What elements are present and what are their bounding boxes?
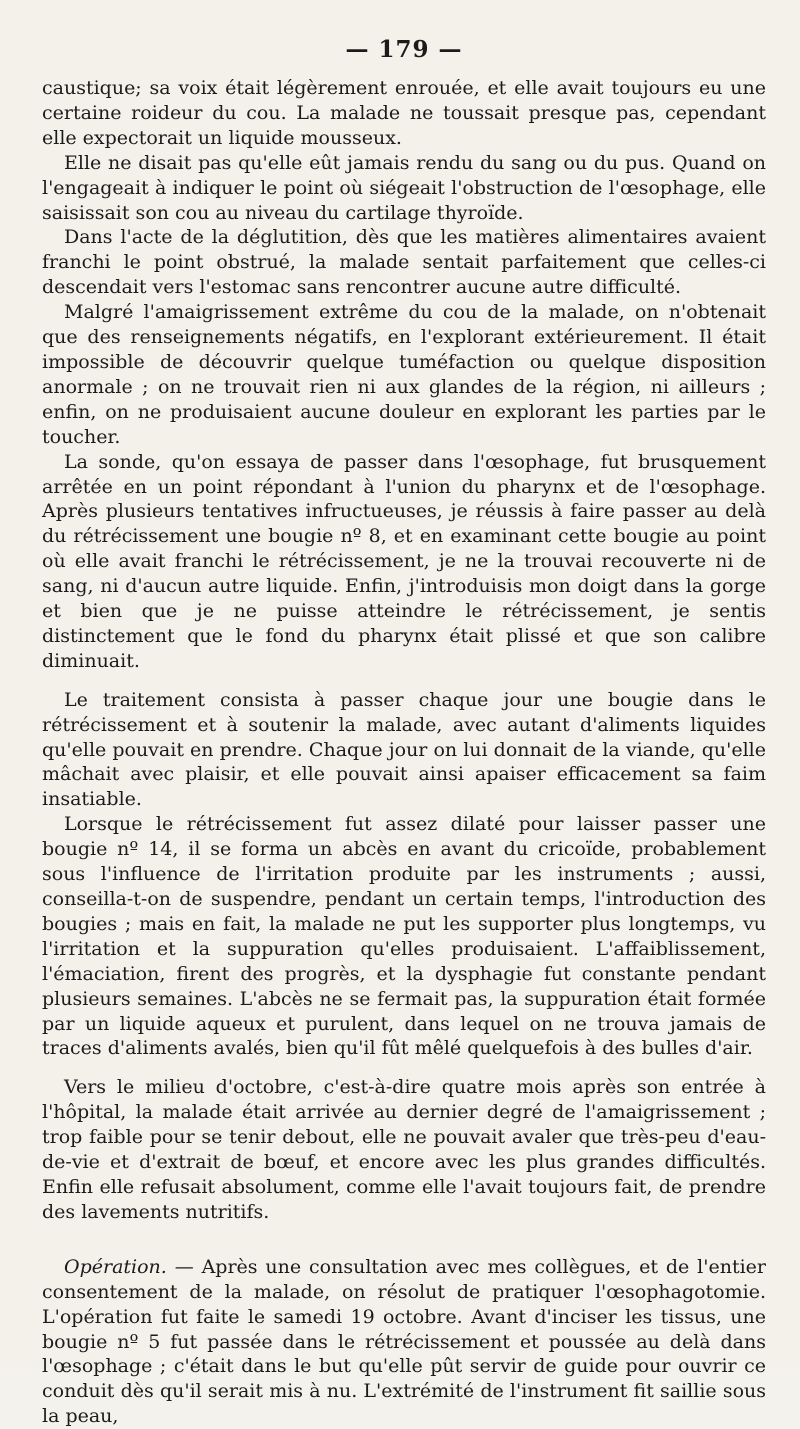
paragraph-october: Vers le milieu d'octobre, c'est-à-dire quatre mois après son entrée à l'hôpital, la malade était arrivée au dernier degré de l'amaigrissement ; trop faible pour se tenir debout, elle ne pouvait avaler que très-peu d'eau-de-vie et d'extrait de bœuf, et encore avec les plus grandes difficultés. Enfin elle refusait absolument, comme elle l'avait toujours fait, de prendre des lavements nutritifs. (42, 1076, 766, 1223)
paragraph-continuation: caustique; sa voix était légèrement enrouée, et elle avait toujours eu une certaine roideur du cou. La malade ne toussait presque pas, cependant elle expectorait un liquide mousseux. (42, 77, 766, 149)
operation-text: — Après une consultation avec mes collègues, et de l'entier consentement de la malade, on résolut de pratiquer l'œsophagotomie. L'opération fut faite le samedi 19 octobre. Avant d'inciser les tissus, une bougie nº 5 fut passée dans le rétrécissement et poussée au delà dans l'œsophage ; c'était dans le but qu'elle pût servir de guide pour ouvrir ce conduit dès qu'il serait mis à nu. L'extrémité de l'instrument fit saillie sous la peau, (42, 1255, 766, 1428)
paragraph-treatment: Le traitement consista à passer chaque jour une bougie dans le rétrécissement et à soutenir la malade, avec autant d'aliments liquides qu'elle pouvait en prendre. Chaque jour on lui donnait de la viande, qu'elle mâchait avec plaisir, et elle pouvait ainsi apaiser efficacement sa faim insatiable. (42, 688, 766, 811)
paragraph-abscess: Lorsque le rétrécissement fut assez dilaté pour laisser passer une bougie nº 14, il se forma un abcès en avant du cricoïde, probablement sous l'influence de l'irritation produite par les instruments ; aussi, conseilla-t-on de suspendre, pendant un certain temps, l'introduction des bougies ; mais en fait, la malade ne put les supporter plus longtemps, vu l'irritation et la suppuration qu'elles produisaient. L'affaiblissement, l'émaciation, firent des progrès, et la dysphagie fut constante pendant plusieurs semaines. L'abcès ne se fermait pas, la suppuration était formée par un liquide aqueux et purulent, dans lequel on ne trouva jamais de traces d'aliments avalés, bien qu'il fût mêlé quelquefois à des bulles d'air. (42, 813, 766, 1060)
paragraph-operation (42, 1255, 766, 1429)
paragraph-blood-or-pus: Elle ne disait pas qu'elle eût jamais rendu du sang ou du pus. Quand on l'engageait à indiquer le point où siégeait l'obstruction de l'œsophage, elle saisissait son cou au niveau du cartilage thyroïde. (42, 151, 766, 224)
paragraph-exploration: Malgré l'amaigrissement extrême du cou de la malade, on n'obtenait que des renseignements négatifs, en l'explorant extérieurement. Il était impossible de découvrir quelque tuméfaction ou quelque disposition anormale ; on ne trouvait rien ni aux glandes de la région, ni ailleurs ; enfin, on ne produisaient aucune douleur en explorant les parties par le toucher. (42, 301, 766, 448)
paragraph-probe: La sonde, qu'on essaya de passer dans l'œsophage, fut brusquement arrêtée en un point répondant à l'union du pharynx et de l'œsophage. Après plusieurs tentatives infructueuses, je réussis à faire passer au delà du rétrécissement une bougie nº 8, et en examinant cette bougie au point où elle avait franchi le rétrécissement, je ne la trouvai recouverte ni de sang, ni d'aucun autre liquide. Enfin, j'introduisis mon doigt dans la gorge et bien que je ne puisse atteindre le rétrécissement, je sentis distinctement que le fond du pharynx était plissé et que son calibre diminuait. (42, 450, 766, 672)
page-number: — 179 — (345, 36, 463, 63)
paragraph-deglutition: Dans l'acte de la déglutition, dès que les matières alimentaires avaient franchi le point obstrué, la malade sentait parfaitement que celles-ci descendait vers l'estomac sans rencontrer aucune autre difficulté. (42, 226, 766, 299)
operation-heading: Opération. (64, 1255, 167, 1278)
